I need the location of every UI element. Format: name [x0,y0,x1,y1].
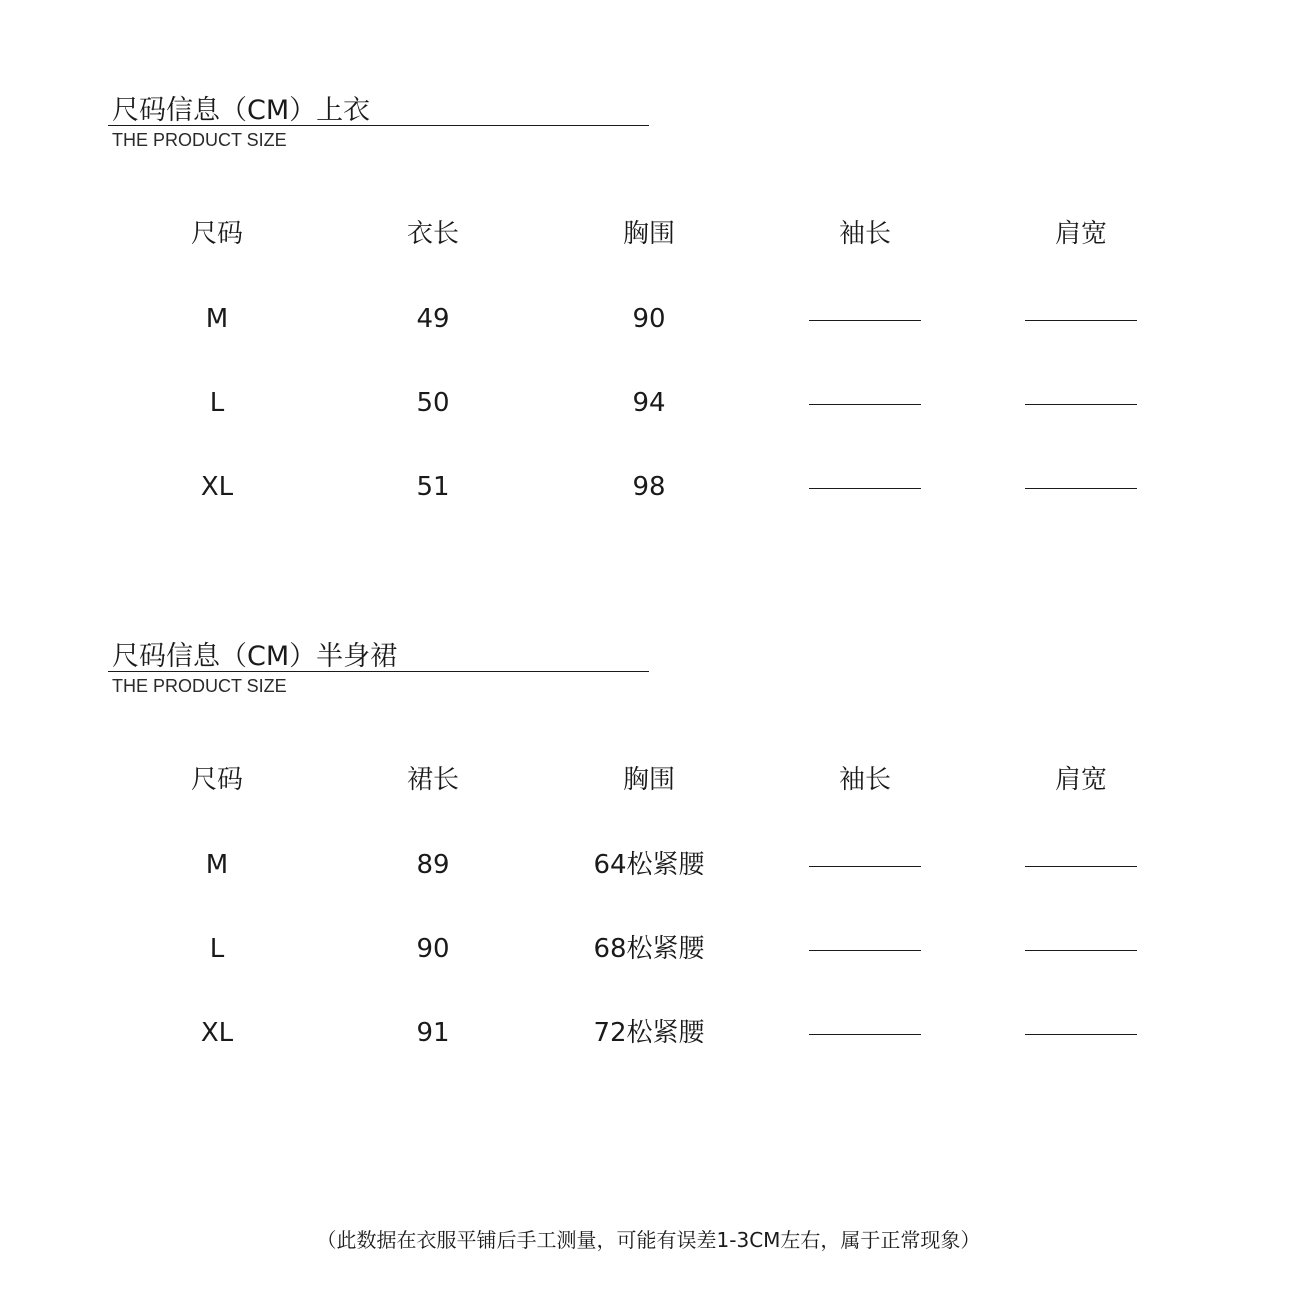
header-chest: 胸围 [622,219,675,249]
header-shoulder: 肩宽 [1054,219,1107,249]
skirt-section-title: 尺码信息（CM）半身裙 [112,641,398,672]
shoulder-empty-dash [1025,320,1137,321]
size-cell: XL [200,1018,234,1048]
shoulder-empty-dash [1025,950,1137,951]
chest-cell: 68松紧腰 [593,934,705,964]
chest-cell: 64松紧腰 [593,850,705,880]
size-cell: L [209,934,225,964]
sleeve-empty-dash [809,320,921,321]
sleeve-empty-dash [809,866,921,867]
table-header-row [0,760,1297,800]
table-row [0,299,1297,339]
measurement-footnote: （此数据在衣服平铺后手工测量，可能有误差1-3CM左右，属于正常现象） [316,1228,981,1252]
sleeve-empty-dash [809,404,921,405]
table-header-row [0,214,1297,254]
size-cell: L [209,388,225,418]
skirt-section-subtitle: THE PRODUCT SIZE [112,676,287,696]
header-shoulder: 肩宽 [1054,765,1107,795]
length-cell: 51 [416,472,450,502]
shoulder-empty-dash [1025,488,1137,489]
sleeve-empty-dash [809,950,921,951]
chest-cell: 90 [632,304,666,334]
chest-cell: 94 [632,388,666,418]
header-chest: 胸围 [622,765,675,795]
table-row [0,383,1297,423]
length-cell: 49 [416,304,450,334]
shoulder-empty-dash [1025,404,1137,405]
header-sleeve: 袖长 [838,219,891,249]
length-cell: 90 [416,934,450,964]
table-row [0,1013,1297,1053]
header-size: 尺码 [190,765,243,795]
header-length: 衣长 [406,219,459,249]
table-row [0,845,1297,885]
tops-section-title: 尺码信息（CM）上衣 [112,95,371,126]
length-cell: 50 [416,388,450,418]
header-size: 尺码 [190,219,243,249]
chest-cell: 98 [632,472,666,502]
chest-cell: 72松紧腰 [593,1018,705,1048]
shoulder-empty-dash [1025,866,1137,867]
size-cell: M [205,850,229,880]
skirt-title-underline [108,671,649,672]
tops-title-underline [108,125,649,126]
size-cell: XL [200,472,234,502]
size-cell: M [205,304,229,334]
sleeve-empty-dash [809,1034,921,1035]
length-cell: 91 [416,1018,450,1048]
header-length: 裙长 [406,765,459,795]
tops-section-subtitle: THE PRODUCT SIZE [112,130,287,150]
length-cell: 89 [416,850,450,880]
table-row [0,929,1297,969]
table-row [0,467,1297,507]
header-sleeve: 袖长 [838,765,891,795]
sleeve-empty-dash [809,488,921,489]
shoulder-empty-dash [1025,1034,1137,1035]
